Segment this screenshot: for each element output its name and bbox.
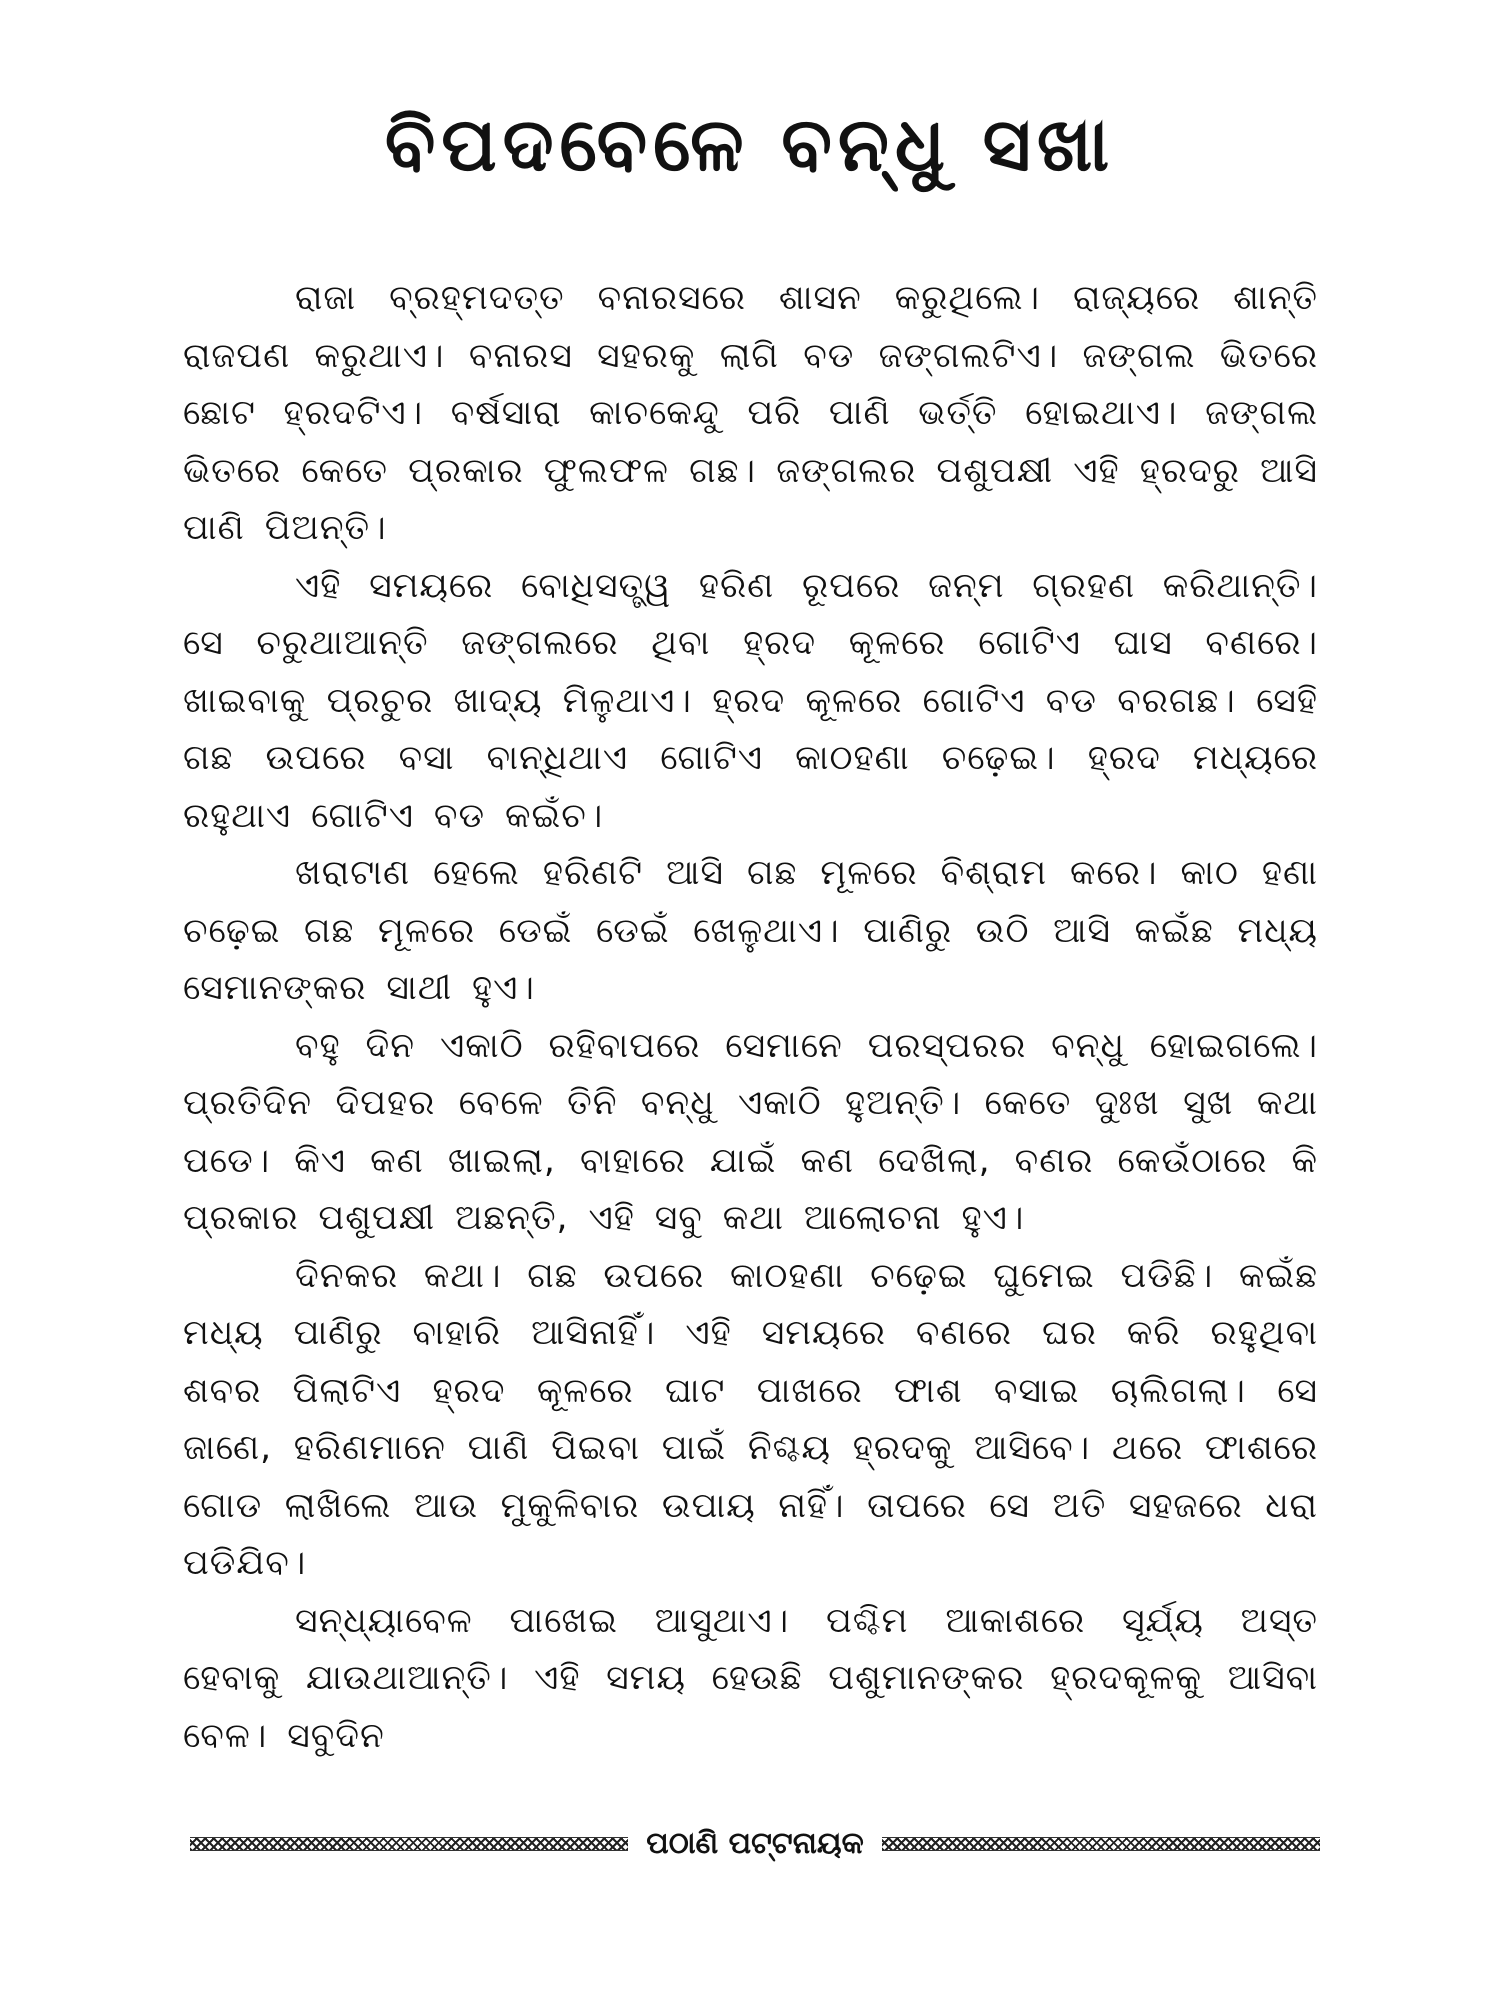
paragraph-3: ଖରାଟାଣ ହେଲେ ହରିଣଟି ଆସି ଗଛ ମୂଳରେ ବିଶ୍ରାମ କରେ। କାଠ ହଣା ଚଢ଼େଇ ଗଛ ମୂଳରେ ଡେଇଁ ଡେଇଁ ଖେଳୁଥାଏ। ପାଣିରୁ ଉଠି ଆସି କଇଁଛ ମଧ୍ୟ ସେମାନଙ୍କର ସାଥୀ ହୁଏ। xyxy=(183,853,1318,1008)
story-body xyxy=(183,270,1318,1765)
footer-rule-left xyxy=(190,1837,628,1851)
story-title: ବିପଦବେଳେ ବନ୍ଧୁ ସଖା xyxy=(384,102,1116,188)
page-footer xyxy=(190,1824,1320,1864)
footer-author: ପଠାଣି ପଟ୍ଟନାୟକ xyxy=(646,1826,864,1861)
paragraph-6: ସନ୍ଧ୍ୟାବେଳ ପାଖେଇ ଆସୁଥାଏ। ପଶ୍ଚିମ ଆକାଶରେ ସୂର୍ଯ୍ୟ ଅସ୍ତ ହେବାକୁ ଯାଉଥାଆନ୍ତି। ଏହି ସମୟ ହେଉଛି ପଶୁମାନଙ୍କର ହ୍ରଦକୂଳକୁ ଆସିବା ବେଳ। ସବୁଦିନ xyxy=(183,1600,1318,1756)
paragraph-1: ରାଜା ବ୍ରହ୍ମଦତ୍ତ ବନାରସରେ ଶାସନ କରୁଥିଲେ। ରାଜ୍ୟରେ ଶାନ୍ତି ରାଜପଣ କରୁଥାଏ। ବନାରସ ସହରକୁ ଲାଗି ବଡ ଜଙ୍ଗଲଟିଏ। ଜଙ୍ଗଲ ଭିତରେ ଛୋଟ ହ୍ରଦଟିଏ। ବର୍ଷସାରା କାଚକେନ୍ଦୁ ପରି ପାଣି ଭର୍ତ୍ତି ହୋଇଥାଏ। ଜଙ୍ଗଲ ଭିତରେ କେତେ ପ୍ରକାର ଫୁଲଫଳ ଗଛ। ଜଙ୍ଗଲର ପଶୁପକ୍ଷୀ ଏହି ହ୍ରଦରୁ ଆସି ପାଣି ପିଅନ୍ତି। xyxy=(183,278,1318,548)
footer-rule-right xyxy=(882,1837,1320,1851)
paragraph-4: ବହୁ ଦିନ ଏକାଠି ରହିବାପରେ ସେମାନେ ପରସ୍ପରର ବନ୍ଧୁ ହୋଇଗଲେ। ପ୍ରତିଦିନ ଦିପହର ବେଳେ ତିନି ବନ୍ଧୁ ଏକାଠି ହୁଅନ୍ତି। କେତେ ଦୁଃଖ ସୁଖ କଥା ପଡେ। କିଏ କଣ ଖାଇଲା, ବାହାରେ ଯାଇଁ କଣ ଦେଖିଲା, ବଣର କେଉଁଠାରେ କି ପ୍ରକାର ପଶୁପକ୍ଷୀ ଅଛନ୍ତି, ଏହି ସବୁ କଥା ଆଲୋଚନା ହୁଏ। xyxy=(183,1025,1318,1238)
paragraph-5: ଦିନକର କଥା। ଗଛ ଉପରେ କାଠହଣା ଚଢ଼େଇ ଘୁମେଇ ପଡିଛି। କଇଁଛ ମଧ୍ୟ ପାଣିରୁ ବାହାରି ଆସିନାହିଁ। ଏହି ସମୟରେ ବଣରେ ଘର କରି ରହୁଥିବା ଶବର ପିଲାଟିଏ ହ୍ରଦ କୂଳରେ ଘାଟ ପାଖରେ ଫାଶ ବସାଇ ଚାଲିଗଲା। ସେ ଜାଣେ, ହରିଣମାନେ ପାଣି ପିଇବା ପାଇଁ ନିଶ୍ଚୟ ହ୍ରଦକୁ ଆସିବେ। ଥରେ ଫାଶରେ ଗୋଡ ଲାଖିଲେ ଆଉ ମୁକୁଳିବାର ଉପାୟ ନାହିଁ। ତାପରେ ସେ ଅତି ସହଜରେ ଧରା ପଡିଯିବ। xyxy=(183,1255,1318,1583)
paragraph-2: ଏହି ସମୟରେ ବୋଧିସତ୍ତ୍ୱ ହରିଣ ରୂପରେ ଜନ୍ମ ଗ୍ରହଣ କରିଥାନ୍ତି। ସେ ଚରୁଥାଆନ୍ତି ଜଙ୍ଗଲରେ ଥିବା ହ୍ରଦ କୂଳରେ ଗୋଟିଏ ଘାସ ବଣରେ। ଖାଇବାକୁ ପ୍ରଚୁର ଖାଦ୍ୟ ମିଳୁଥାଏ। ହ୍ରଦ କୂଳରେ ଗୋଟିଏ ବଡ ବରଗଛ। ସେହି ଗଛ ଉପରେ ବସା ବାନ୍ଧିଥାଏ ଗୋଟିଏ କାଠହଣା ଚଢ଼େଇ। ହ୍ରଦ ମଧ୍ୟରେ ରହୁଥାଏ ଗୋଟିଏ ବଡ କଇଁଚ। xyxy=(183,565,1318,836)
